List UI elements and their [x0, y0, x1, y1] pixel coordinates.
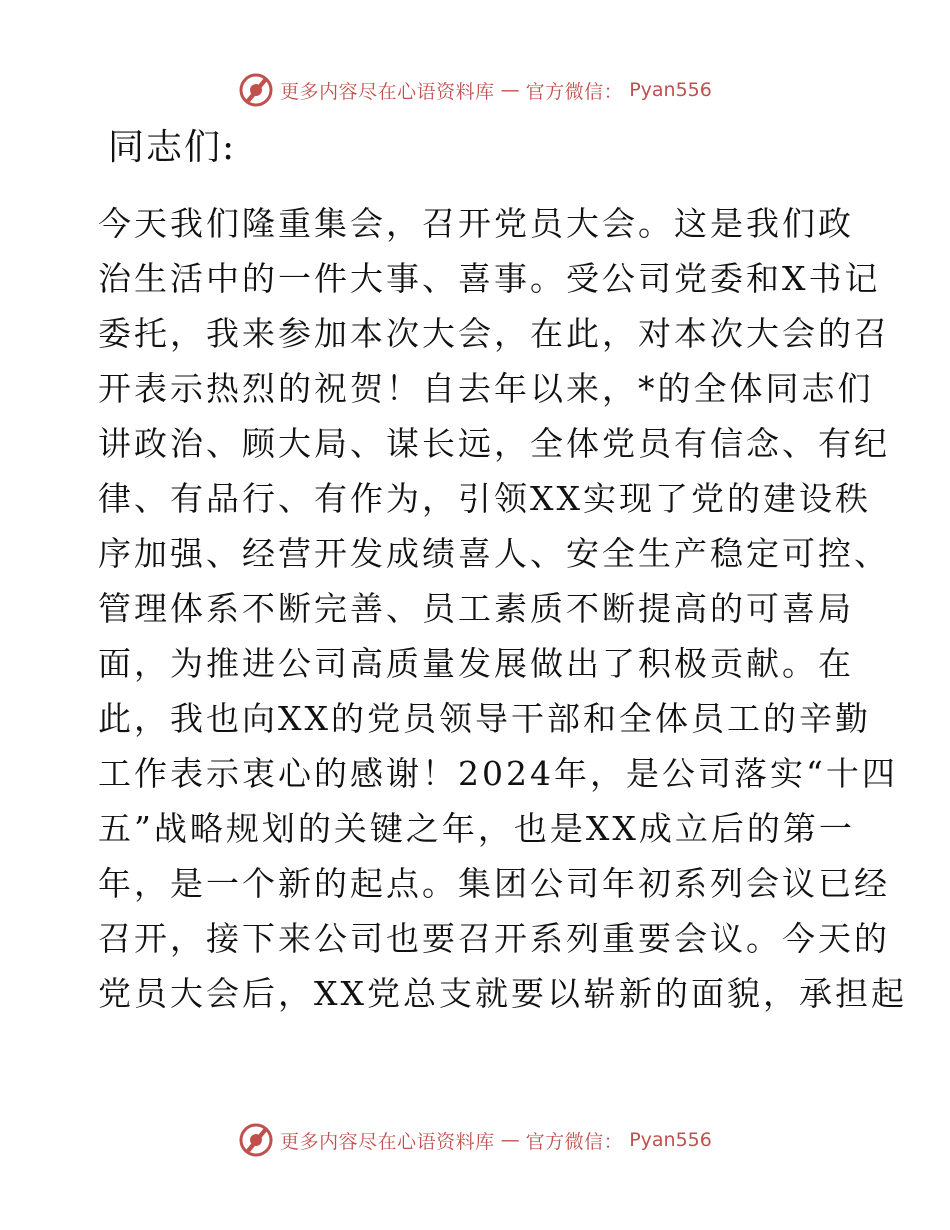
- watermark-wechat-id: Pyan556: [629, 79, 712, 101]
- body-line: 此，我也向XX的党员领导干部和全体员工的辛勤: [98, 699, 871, 738]
- watermark-wechat-id: Pyan556: [629, 1129, 712, 1151]
- watermark-wechat-label: 官方微信：: [525, 80, 624, 103]
- body-line: 召开，接下来公司也要召开系列重要会议。今天的: [98, 919, 890, 958]
- body-line: 治生活中的一件大事、喜事。受公司党委和X书记: [98, 259, 881, 298]
- watermark-separator: —: [500, 79, 520, 101]
- body-line: 工作表示衷心的感谢！2024年，是公司落实“十四: [98, 754, 898, 793]
- footer-watermark: [0, 1122, 950, 1158]
- body-line: 管理体系不断完善、员工素质不断提高的可喜局: [98, 589, 854, 628]
- body-line: 讲政治、顾大局、谋长远，全体党员有信念、有纪: [98, 424, 890, 463]
- body-line: 律、有品行、有作为，引领XX实现了党的建设秩: [98, 479, 871, 518]
- quill-logo-icon: [238, 72, 274, 108]
- body-line: 面，为推进公司高质量发展做出了积极贡献。在: [98, 644, 854, 683]
- watermark-separator: —: [500, 1129, 520, 1151]
- watermark-text: 更多内容尽在心语资料库: [280, 1130, 495, 1153]
- watermark-text: 更多内容尽在心语资料库: [280, 80, 495, 103]
- body-line: 今天我们隆重集会，召开党员大会。这是我们政: [98, 204, 854, 243]
- body-line: 年，是一个新的起点。集团公司年初系列会议已经: [98, 864, 890, 903]
- header-watermark: [0, 72, 950, 108]
- quill-logo-icon: [238, 1122, 274, 1158]
- body-line: 开表示热烈的祝贺！自去年以来，*的全体同志们: [98, 369, 874, 408]
- body-line: 党员大会后，XX党总支就要以崭新的面貌，承担起: [98, 974, 907, 1013]
- document-body: [98, 196, 907, 1021]
- body-line: 委托，我来参加本次大会，在此，对本次大会的召: [98, 314, 890, 353]
- watermark-wechat-label: 官方微信：: [525, 1130, 624, 1153]
- body-line: 序加强、经营开发成绩喜人、安全生产稳定可控、: [98, 534, 890, 573]
- salutation: 同志们:: [108, 127, 237, 168]
- body-line: 五”战略规划的关键之年，也是XX成立后的第一: [98, 809, 855, 848]
